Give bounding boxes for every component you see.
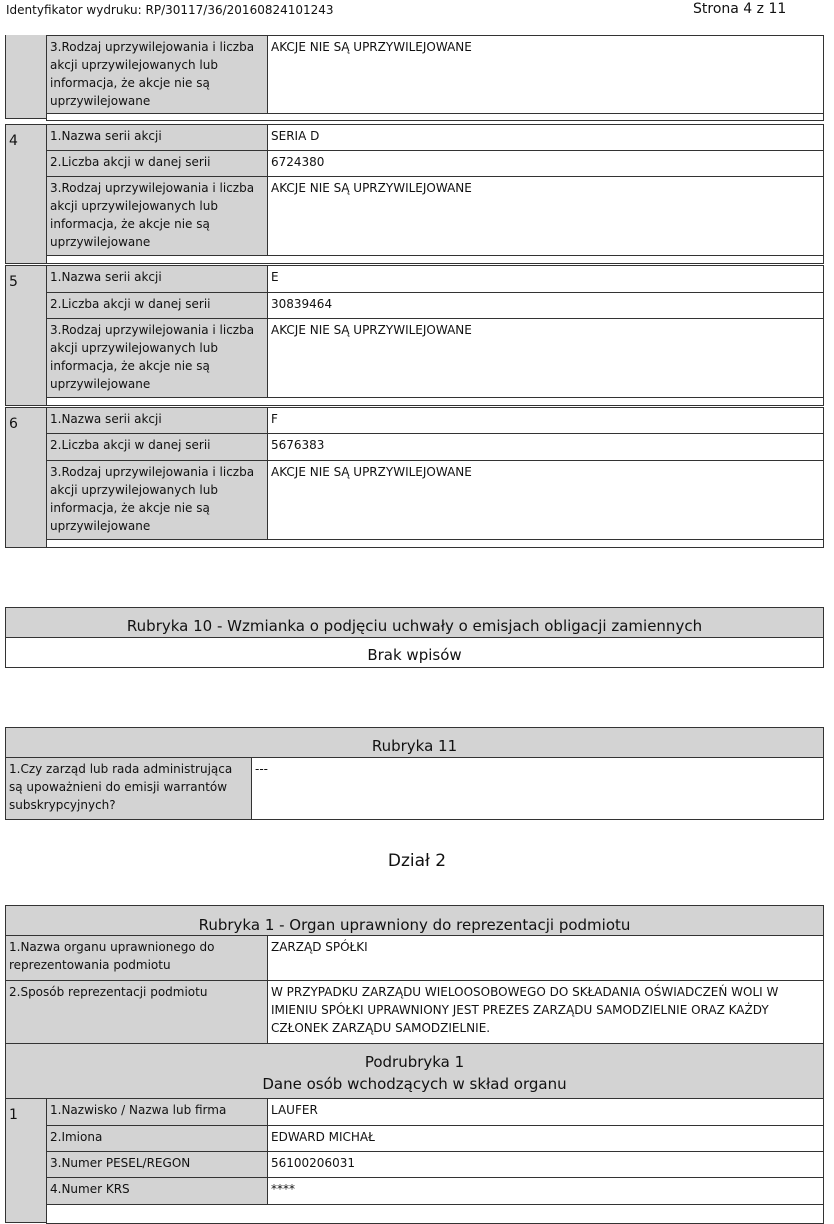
series-name-label: 1.Nazwa serii akcji	[46, 124, 268, 151]
podrubryka-title: Podrubryka 1	[364, 1053, 465, 1071]
podrubryka-subtitle: Dane osób wchodzących w skład organu	[262, 1075, 567, 1093]
person-pesel-value: 56100206031	[267, 1151, 824, 1178]
entry-separator	[46, 539, 824, 548]
series-name-value: E	[267, 265, 824, 293]
organ-name-label: 1.Nazwa organu uprawnionego do reprezentowania podmiotu	[5, 935, 268, 981]
pref-label: 3.Rodzaj uprzywilejowania i liczba akcji uprzywilejowanych lub informacja, że akcje nie są uprzywilejowane	[46, 460, 268, 540]
series-name-label: 1.Nazwa serii akcji	[46, 265, 268, 293]
series-name-value: SERIA D	[267, 124, 824, 151]
print-identifier: Identyfikator wydruku: RP/30117/36/20160824101243	[6, 3, 334, 17]
entry-separator	[46, 255, 824, 264]
person-pesel-label: 3.Numer PESEL/REGON	[46, 1151, 268, 1178]
share-count-value: 5676383	[267, 433, 824, 461]
representation-method-label: 2.Sposób reprezentacji podmiotu	[5, 980, 268, 1044]
person-names-value: EDWARD MICHAŁ	[267, 1125, 824, 1152]
person-krs-value: ****	[267, 1177, 824, 1205]
person-names-label: 2.Imiona	[46, 1125, 268, 1152]
pref-label: 3.Rodzaj uprzywilejowania i liczba akcji uprzywilejowanych lub informacja, że akcje nie są uprzywilejowane	[46, 35, 268, 114]
entry-number: 4	[9, 133, 18, 149]
share-count-value: 30839464	[267, 292, 824, 319]
person-surname-value: LAUFER	[267, 1098, 824, 1126]
pref-label: 3.Rodzaj uprzywilejowania i liczba akcji uprzywilejowanych lub informacja, że akcje nie są uprzywilejowane	[46, 318, 268, 398]
share-count-label: 2.Liczba akcji w danej serii	[46, 150, 268, 177]
series-name-value: F	[267, 407, 824, 434]
share-count-label: 2.Liczba akcji w danej serii	[46, 292, 268, 319]
organ-name-value: ZARZĄD SPÓŁKI	[267, 935, 824, 981]
pref-value: AKCJE NIE SĄ UPRZYWILEJOWANE	[267, 460, 824, 540]
entry-separator	[46, 1204, 824, 1224]
warrants-question-label: 1.Czy zarząd lub rada administrująca są upoważnieni do emisji warrantów subskrypcyjnych?	[5, 757, 252, 820]
rubryka10-content: Brak wpisów	[5, 637, 824, 668]
pref-label: 3.Rodzaj uprzywilejowania i liczba akcji uprzywilejowanych lub informacja, że akcje nie są uprzywilejowane	[46, 176, 268, 256]
person-surname-label: 1.Nazwisko / Nazwa lub firma	[46, 1098, 268, 1126]
rubryka1-title: Rubryka 1 - Organ uprawniony do reprezentacji podmiotu	[5, 905, 824, 936]
page-number: Strona 4 z 11	[693, 1, 787, 17]
entry-separator	[46, 113, 824, 121]
person-number: 1	[9, 1107, 18, 1123]
representation-method-value: W PRZYPADKU ZARZĄDU WIELOOSOBOWEGO DO SKŁADANIA OŚWIADCZEŃ WOLI W IMIENIU SPÓŁKI UPRAWNIONY JEST PREZES ZARZĄDU SAMODZIELNIE ORAZ KAŻDY CZŁONEK ZARZĄDU SAMODZIELNIE.	[267, 980, 824, 1044]
pref-value: AKCJE NIE SĄ UPRZYWILEJOWANE	[267, 318, 824, 398]
section-title: Dział 2	[387, 851, 447, 871]
pref-value: AKCJE NIE SĄ UPRZYWILEJOWANE	[267, 35, 824, 114]
share-count-value: 6724380	[267, 150, 824, 177]
share-count-label: 2.Liczba akcji w danej serii	[46, 433, 268, 461]
podrubryka-header	[5, 1043, 824, 1099]
entry-number: 5	[9, 274, 18, 290]
entry-number-column	[5, 35, 47, 119]
series-name-label: 1.Nazwa serii akcji	[46, 407, 268, 434]
rubryka10-title: Rubryka 10 - Wzmianka o podjęciu uchwały o emisjach obligacji zamiennych	[5, 607, 824, 638]
rubryka11-title: Rubryka 11	[5, 727, 824, 758]
entry-number: 6	[9, 416, 18, 432]
entry-separator	[46, 397, 824, 406]
person-krs-label: 4.Numer KRS	[46, 1177, 268, 1205]
warrants-question-value: ---	[251, 757, 824, 820]
pref-value: AKCJE NIE SĄ UPRZYWILEJOWANE	[267, 176, 824, 256]
